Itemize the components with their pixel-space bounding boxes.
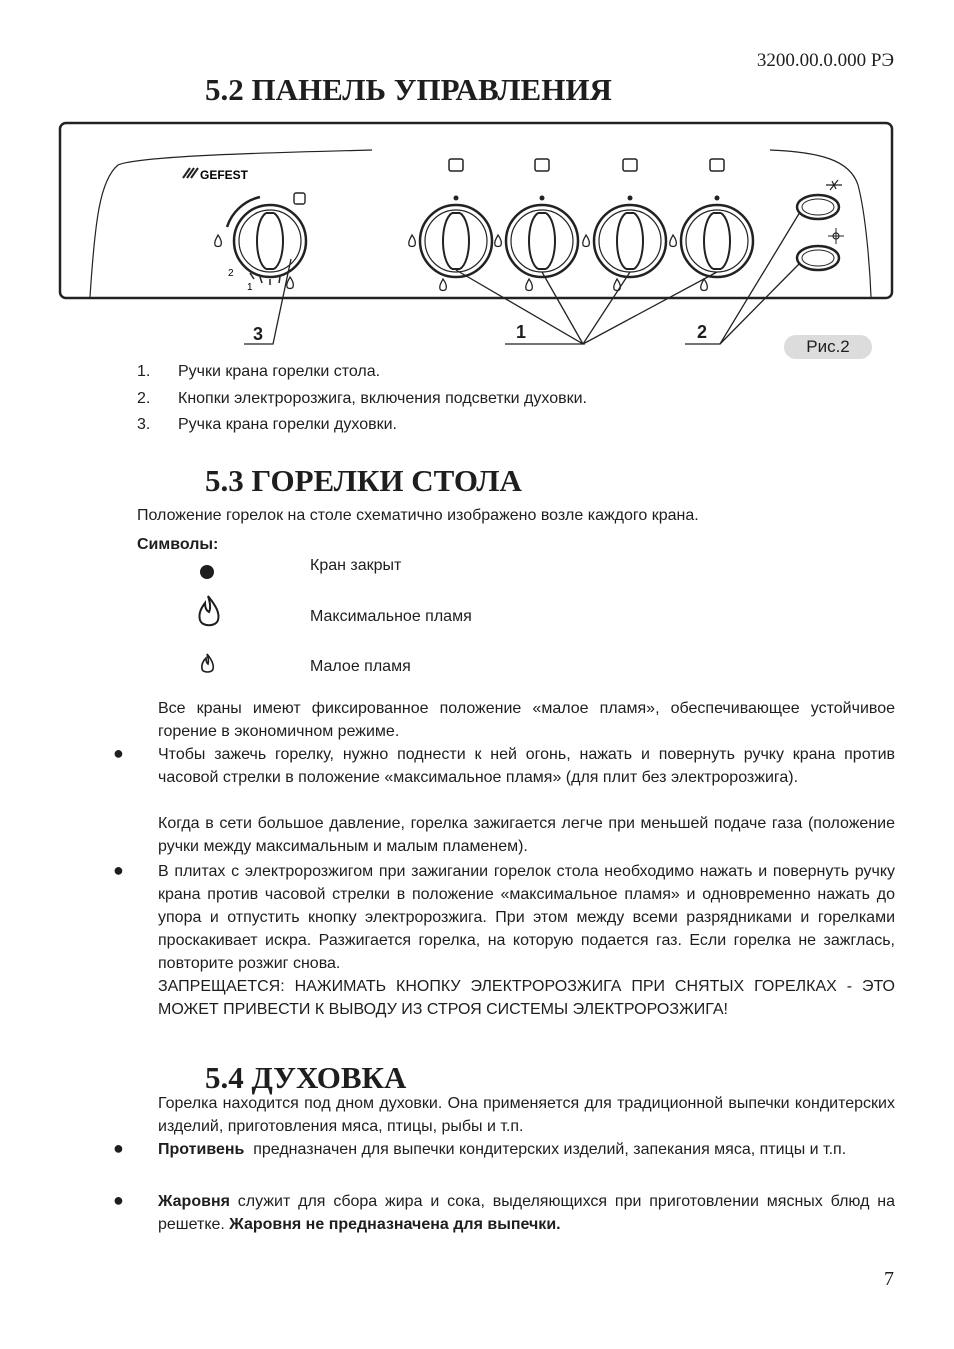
hob-knob-2	[495, 159, 578, 291]
symbol-label-closed: Кран закрыт	[310, 557, 402, 574]
burner-position-icon	[710, 159, 724, 171]
flame-small-icon	[202, 654, 213, 672]
hob-knob-1	[409, 159, 492, 291]
burner-position-icon	[535, 159, 549, 171]
oven-bullet-roasting-pan: Жаровня служит для сбора жира и сока, выделяющихся при приготовлении мясных блюд на решетке. Жаровня не предназначена для выпечки.	[158, 1193, 900, 1233]
section-title-control-panel: 5.2 ПАНЕЛЬ УПРАВЛЕНИЯ	[205, 72, 612, 107]
spark-icon	[826, 180, 842, 190]
burner-position-icon	[449, 159, 463, 171]
callout-1: 1	[516, 322, 527, 342]
bullet: ●	[113, 1138, 124, 1158]
list-item: 2. Кнопки электророзжига, включения подсветки духовки.	[137, 389, 587, 407]
list-item: 1. Ручки крана горелки стола.	[137, 363, 381, 380]
bullet: ●	[113, 743, 124, 763]
oven-scale-1: 1	[247, 282, 253, 293]
panel-legend	[137, 360, 587, 440]
hob-knob-3	[583, 159, 666, 291]
hob-knob-4	[670, 159, 753, 291]
figure-label: Рис.2	[784, 335, 872, 359]
flame-large-icon	[199, 596, 218, 625]
hob-paragraph-1: Все краны имеют фиксированное положение «малое пламя», обеспечивающее устойчивое горение в экономичном режиме.	[158, 700, 895, 740]
callout-2: 2	[697, 322, 708, 342]
hob-intro: Положение горелок на столе схематично изображено возле каждого крана.	[137, 507, 699, 524]
symbol-label-max-flame: Максимальное пламя	[310, 608, 472, 625]
document-code: 3200.00.0.000 РЭ	[756, 50, 894, 71]
page-number: 7	[884, 1268, 894, 1290]
brand-name: GEFEST	[200, 168, 249, 182]
oven-light-button	[797, 228, 844, 270]
callout-3: 3	[253, 324, 264, 344]
symbol-label-min-flame: Малое пламя	[310, 658, 411, 675]
symbols-title: Символы:	[137, 536, 219, 553]
oven-bullet-baking-tray: Противень предназначен для выпечки кондитерских изделий, запекания мяса, птицы и т.п.	[158, 1141, 847, 1158]
section-title-hob-burners: 5.3 ГОРЕЛКИ СТОЛА	[205, 463, 522, 498]
oven-icon	[294, 193, 305, 204]
dot-icon	[200, 565, 214, 579]
gefest-logo	[183, 168, 198, 178]
list-item: 3. Ручка крана горелки духовки.	[137, 416, 397, 433]
oven-scale-2: 2	[228, 268, 234, 279]
panel-contour-right	[770, 150, 871, 297]
symbol-icons	[190, 556, 230, 686]
oven-paragraph-1: Горелка находится под дном духовки. Она применяется для традиционной выпечки кондитерских изделий, приготовления мяса, птицы, рыбы и т.п.	[158, 1095, 895, 1135]
hob-bullet-2-text: В плитах с электророзжигом при зажигании горелок стола необходимо нажать и повернуть ручку крана против часовой стрелки в положение «максимальное пламя» и одновременно нажать до упора и отпустить кнопку электророзжига. При этом между всеми разрядниками и горелками проскакивает искра. Разжигается горелка, на которую подается газ. Если горелка не зажглась, повторите розжиг снова.	[158, 863, 895, 972]
flame-icon	[215, 235, 222, 247]
flame-icon	[287, 277, 294, 289]
burner-position-icon	[623, 159, 637, 171]
ignition-button	[797, 180, 842, 219]
section-title-oven: 5.4 ДУХОВКА	[205, 1060, 407, 1095]
hob-bullet-1-text: Чтобы зажечь горелку, нужно поднести к ней огонь, нажать и повернуть ручку крана против часовой стрелки в положение «максимальное пламя» (для плит без электророзжига).	[158, 746, 895, 786]
hob-bullet-1-note: Когда в сети большое давление, горелка зажигается легче при меньшей подаче газа (положение ручки между максимальным и малым пламенем).	[158, 815, 895, 855]
ignition-warning: ЗАПРЕЩАЕТСЯ: НАЖИМАТЬ КНОПКУ ЭЛЕКТРОРОЗЖИГА ПРИ СНЯТЫХ ГОРЕЛКАХ - ЭТО МОЖЕТ ПРИВЕСТИ К ВЫВОДУ ИЗ СТРОЯ СИСТЕМЫ ЭЛЕКТРОРОЗЖИГА!	[158, 978, 895, 1018]
bullet: ●	[113, 1190, 124, 1210]
bullet: ●	[113, 860, 124, 880]
control-panel-diagram	[0, 0, 954, 370]
